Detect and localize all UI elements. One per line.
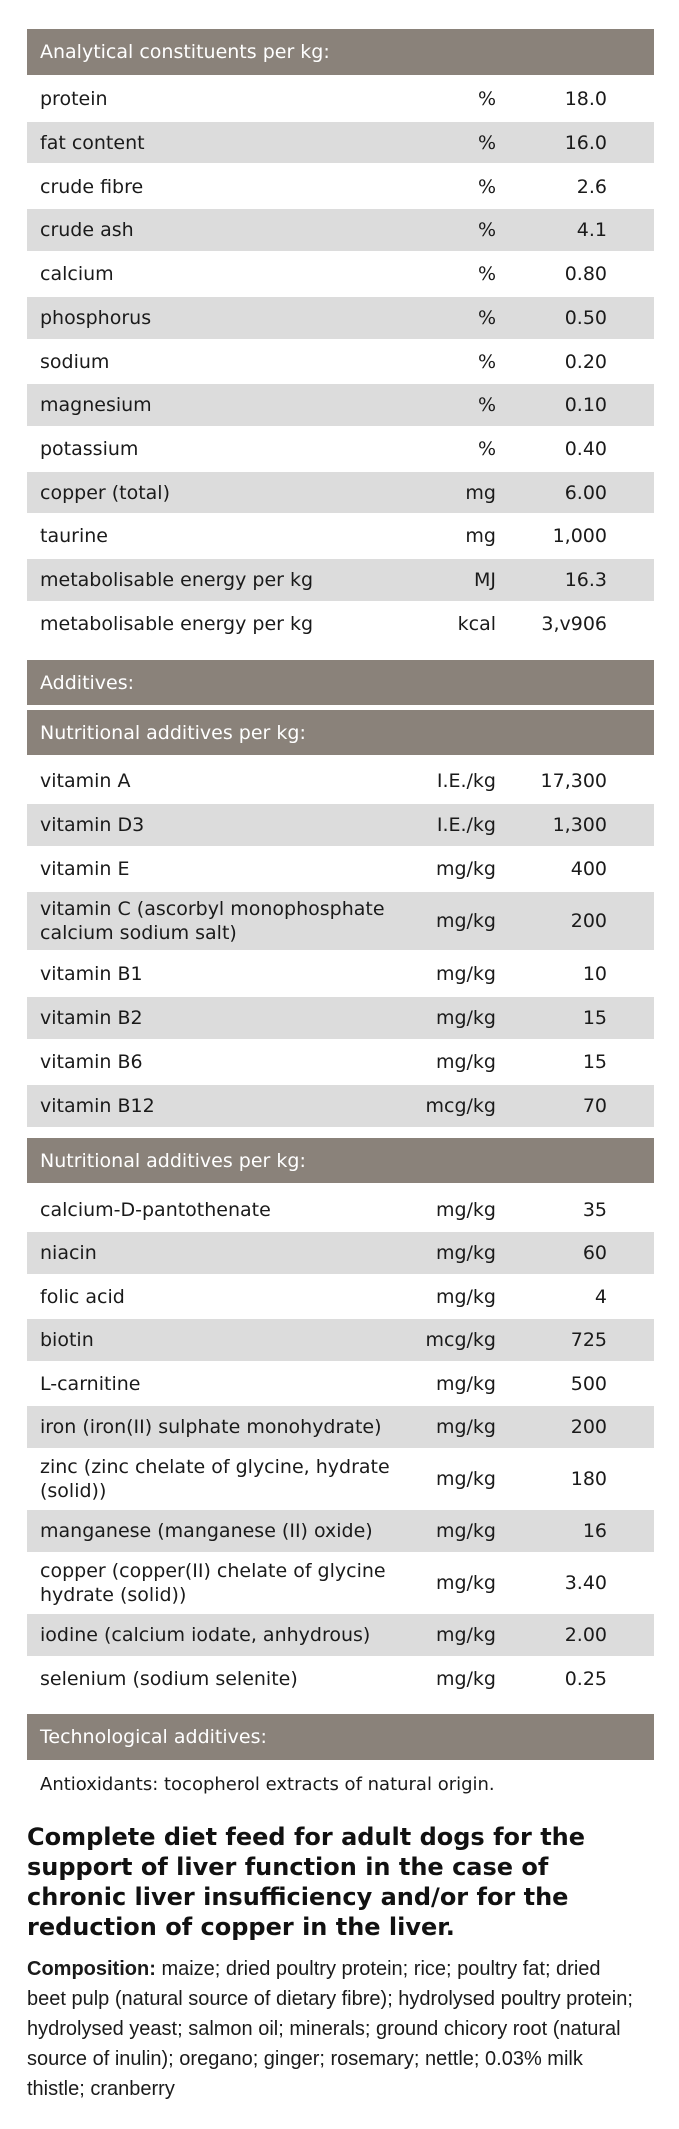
additive-unit: mg/kg xyxy=(435,1572,496,1594)
additive-value: 180 xyxy=(570,1468,607,1490)
additive-value: 3.40 xyxy=(564,1572,607,1594)
constituent-unit: % xyxy=(477,307,496,329)
additive-value: 200 xyxy=(570,910,607,932)
table-row xyxy=(27,1319,654,1361)
constituent-value: 18.0 xyxy=(564,88,607,110)
additive-name: iodine (calcium iodate, anhydrous) xyxy=(40,1624,371,1646)
additive-name: niacin xyxy=(40,1242,97,1264)
additive-name: iron (iron(II) sulphate monohydrate) xyxy=(40,1416,382,1438)
constituent-name: protein xyxy=(40,88,108,110)
constituent-value: 2.6 xyxy=(576,175,607,198)
additive-value: 15 xyxy=(582,1051,607,1073)
additive-name: vitamin B12 xyxy=(40,1095,155,1117)
constituent-value: 0.10 xyxy=(564,394,607,416)
additive-name: copper (copper(II) chelate of glycine hydrate (solid)) xyxy=(40,1560,386,1606)
table-row xyxy=(27,1041,654,1083)
additive-value: 70 xyxy=(582,1095,607,1117)
constituent-value: 0.20 xyxy=(564,350,607,373)
table-row xyxy=(27,1510,654,1552)
table-row xyxy=(27,472,654,513)
constituent-name: crude fibre xyxy=(40,175,144,198)
additive-unit: mcg/kg xyxy=(425,1329,496,1351)
additive-value: 725 xyxy=(570,1329,607,1351)
constituent-value: 4.1 xyxy=(576,219,607,241)
additive-unit: mg/kg xyxy=(435,1373,496,1395)
constituent-value: 6.00 xyxy=(564,481,607,504)
additive-unit: mg/kg xyxy=(435,1007,496,1029)
table-row xyxy=(27,384,654,426)
additive-unit: mg/kg xyxy=(435,963,496,985)
table-row xyxy=(27,953,654,995)
constituent-name: sodium xyxy=(40,350,110,373)
table-row xyxy=(27,297,654,339)
additive-name: calcium-D-pantothenate xyxy=(40,1199,271,1221)
additive-value: 35 xyxy=(582,1199,607,1221)
additive-name: manganese (manganese (II) oxide) xyxy=(40,1520,373,1542)
table-row xyxy=(27,209,654,251)
additive-unit: mg/kg xyxy=(435,1416,496,1438)
table-row xyxy=(27,1276,654,1318)
constituent-unit: % xyxy=(477,438,496,460)
table-row xyxy=(27,515,654,557)
constituent-name: copper (total) xyxy=(40,481,171,504)
additive-unit: mg/kg xyxy=(435,1468,496,1490)
additive-value: 200 xyxy=(570,1416,607,1438)
table-row xyxy=(27,559,654,601)
constituent-name: potassium xyxy=(40,438,139,460)
constituent-value: 0.80 xyxy=(564,262,607,285)
constituent-value: 1,000 xyxy=(552,525,607,547)
additive-value: 15 xyxy=(582,1007,607,1029)
additive-value: 400 xyxy=(570,858,607,880)
table-row xyxy=(27,253,654,294)
table-row xyxy=(27,122,654,163)
constituent-value: 0.50 xyxy=(564,307,607,329)
constituent-name: phosphorus xyxy=(40,307,152,329)
additive-unit: mg/kg xyxy=(435,1199,496,1221)
constituent-name: taurine xyxy=(40,525,108,547)
constituent-unit: mg xyxy=(465,481,496,504)
additive-value: 17,300 xyxy=(540,770,607,792)
constituent-unit: % xyxy=(477,175,496,198)
nutritional-additives-header: Nutritional additives per kg: xyxy=(27,1138,654,1183)
constituent-name: metabolisable energy per kg xyxy=(40,569,314,591)
additive-name: vitamin C (ascorbyl monophosphate calcium sodium salt) xyxy=(40,898,385,944)
additive-name: selenium (sodium selenite) xyxy=(40,1668,298,1690)
table-row xyxy=(27,1232,654,1274)
additive-name: folic acid xyxy=(40,1286,125,1308)
product-description: Complete diet feed for adult dogs for the support of liver function in the case of chronic liver insufficiency and/or for the reduction of copper in the liver. xyxy=(27,1823,586,1941)
additive-value: 60 xyxy=(582,1242,607,1264)
constituent-name: magnesium xyxy=(40,394,152,416)
additive-value: 10 xyxy=(582,963,607,985)
table-row xyxy=(27,1658,654,1700)
constituent-unit: kcal xyxy=(457,613,496,635)
additive-unit: mg/kg xyxy=(435,910,496,932)
table-row xyxy=(27,341,654,382)
table-row xyxy=(27,1614,654,1656)
composition-text: maize; dried poultry protein; rice; poultry fat; dried beet pulp (natural source of dietary fibre); hydrolysed poultry protein; hydrolysed yeast; salmon oil; minerals; ground chicory root (natural source of inulin); oregano; ginger; rosemary; nettle; 0.03% milk thistle; cranberry xyxy=(27,1958,633,2100)
table-row xyxy=(27,166,654,207)
constituent-name: fat content xyxy=(40,131,145,154)
additive-name: vitamin B2 xyxy=(40,1007,143,1029)
additive-name: vitamin A xyxy=(40,770,131,792)
constituent-unit: % xyxy=(477,394,496,416)
antioxidants-text: Antioxidants: tocopherol extracts of natural origin. xyxy=(40,1774,495,1795)
constituent-name: calcium xyxy=(40,262,114,285)
additive-unit: mg/kg xyxy=(435,1242,496,1264)
additive-unit: mg/kg xyxy=(435,1286,496,1308)
additive-name: zinc (zinc chelate of glycine, hydrate (solid)) xyxy=(40,1456,390,1502)
additive-unit: mg/kg xyxy=(435,1051,496,1073)
additive-value: 16 xyxy=(582,1520,607,1542)
constituent-value: 16.0 xyxy=(564,131,607,154)
constituent-unit: MJ xyxy=(474,569,496,591)
additive-name: vitamin B6 xyxy=(40,1051,143,1073)
additive-unit: mg/kg xyxy=(435,1624,496,1646)
table-row xyxy=(27,428,654,470)
table-row xyxy=(27,892,654,950)
additive-unit: mcg/kg xyxy=(425,1095,496,1117)
constituent-value: 16.3 xyxy=(564,569,607,591)
table-row xyxy=(27,1085,654,1127)
additive-unit: mg/kg xyxy=(435,1668,496,1690)
table-row xyxy=(27,804,654,846)
additive-value: 2.00 xyxy=(564,1624,607,1646)
constituent-value: 3,v906 xyxy=(541,613,607,635)
additive-name: L-carnitine xyxy=(40,1373,141,1395)
constituent-value: 0.40 xyxy=(564,438,607,460)
additive-unit: mg/kg xyxy=(435,858,496,880)
table-row xyxy=(27,1406,654,1448)
table-row xyxy=(27,1554,654,1612)
constituent-unit: % xyxy=(477,262,496,285)
additive-value: 4 xyxy=(594,1286,607,1308)
nutritional-additives-header: Nutritional additives per kg: xyxy=(27,710,654,755)
constituent-unit: % xyxy=(477,88,496,110)
table-row xyxy=(27,1363,654,1405)
constituent-unit: % xyxy=(477,350,496,373)
constituent-unit: mg xyxy=(465,525,496,547)
additives-header: Additives: xyxy=(27,660,654,705)
technological-additives-header: Technological additives: xyxy=(27,1714,654,1760)
table-row xyxy=(27,1189,654,1231)
table-row xyxy=(27,760,654,802)
additive-value: 0.25 xyxy=(564,1668,607,1690)
additive-value: 1,300 xyxy=(552,814,607,836)
composition-label: Composition: xyxy=(27,1958,156,1980)
analytical-header: Analytical constituents per kg: xyxy=(27,29,654,75)
additive-name: biotin xyxy=(40,1329,94,1351)
constituent-name: metabolisable energy per kg xyxy=(40,613,314,635)
constituent-name: crude ash xyxy=(40,219,134,241)
additive-value: 500 xyxy=(570,1373,607,1395)
constituent-unit: % xyxy=(477,219,496,241)
table-row xyxy=(27,79,654,119)
table-row xyxy=(27,1450,654,1508)
additive-name: vitamin D3 xyxy=(40,814,145,836)
additive-name: vitamin E xyxy=(40,858,130,880)
table-row xyxy=(27,997,654,1039)
additive-unit: mg/kg xyxy=(435,1520,496,1542)
composition xyxy=(27,1954,642,2104)
additive-unit: I.E./kg xyxy=(436,814,496,836)
additive-name: vitamin B1 xyxy=(40,963,143,985)
additive-unit: I.E./kg xyxy=(436,770,496,792)
constituent-unit: % xyxy=(477,131,496,154)
table-row xyxy=(27,848,654,890)
table-row xyxy=(27,603,654,645)
